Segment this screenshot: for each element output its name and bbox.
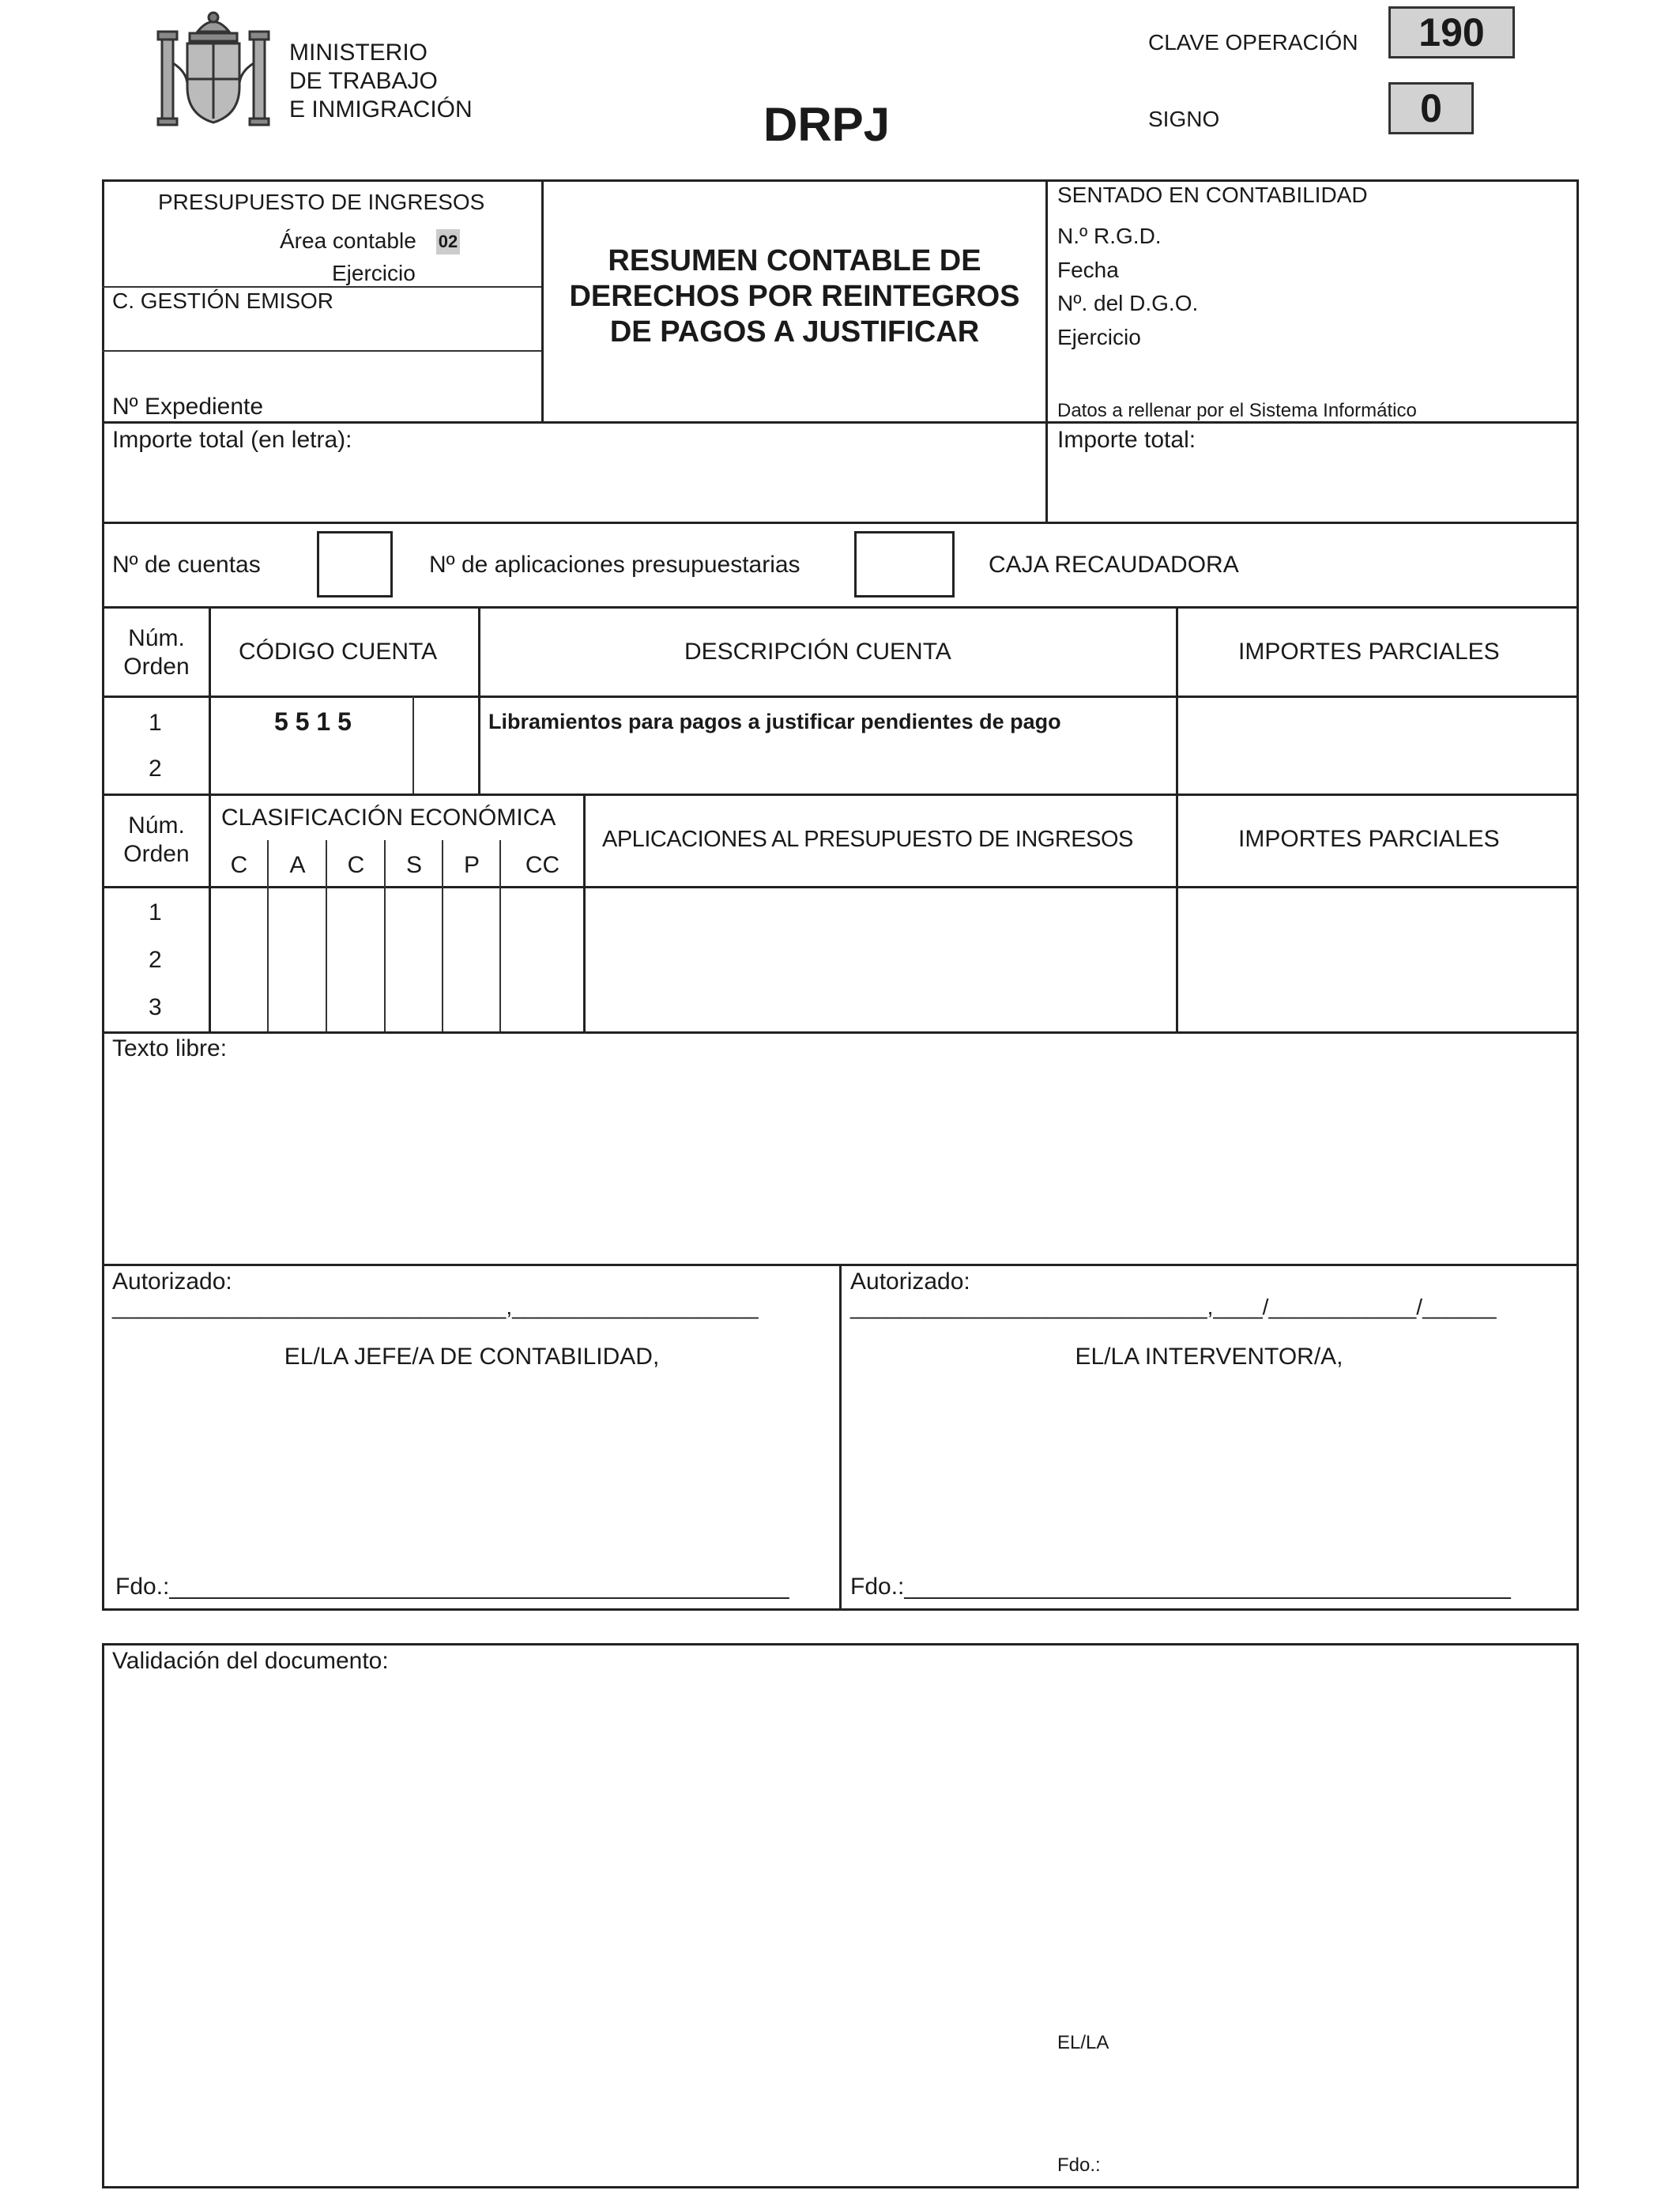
sub-c2: C xyxy=(347,852,365,878)
apps-row-2-num: 2 xyxy=(149,947,162,973)
validacion-fdo: Fdo.: xyxy=(1057,2154,1101,2176)
rgd-label: N.º R.G.D. xyxy=(1057,224,1162,248)
apps-row-3-num: 3 xyxy=(149,994,162,1020)
ministry-line-3: E INMIGRACIÓN xyxy=(289,96,473,123)
num-aplicaciones-label: Nº de aplicaciones presupuestarias xyxy=(429,552,800,578)
gestion-emisor-label: C. GESTIÓN EMISOR xyxy=(112,288,334,313)
interventor-role: EL/LA INTERVENTOR/A, xyxy=(1075,1344,1343,1370)
signo-label: SIGNO xyxy=(1148,107,1220,131)
num-cuentas-label: Nº de cuentas xyxy=(112,552,261,578)
importe-total-label: Importe total: xyxy=(1057,427,1196,453)
clave-operacion-label: CLAVE OPERACIÓN xyxy=(1148,30,1358,55)
texto-libre-label: Texto libre: xyxy=(112,1035,228,1061)
title-line-1: RESUMEN CONTABLE DE xyxy=(608,244,981,277)
title-line-2: DERECHOS POR REINTEGROS xyxy=(569,280,1020,313)
autorizado-right-line: _____________________________,____/____________/______ xyxy=(850,1295,1497,1319)
ejercicio-label: Ejercicio xyxy=(332,261,416,285)
accounts-num-orden-header: Núm. Orden xyxy=(123,625,190,680)
presupuesto-label: PRESUPUESTO DE INGRESOS xyxy=(158,190,485,214)
num-aplicaciones-box[interactable] xyxy=(854,531,955,598)
clave-operacion-value: 190 xyxy=(1388,6,1515,58)
fecha-label: Fecha xyxy=(1057,258,1119,282)
aplicaciones-header: APLICACIONES AL PRESUPUESTO DE INGRESOS xyxy=(602,827,1133,852)
accounts-row-1-num: 1 xyxy=(149,710,162,736)
fdo-right: Fdo.:______________________________________________ xyxy=(850,1574,1511,1600)
ministry-line-1: MINISTERIO xyxy=(289,40,428,66)
accounts-row-1-code: 5 5 1 5 xyxy=(274,707,352,736)
sub-c1: C xyxy=(230,852,248,878)
validacion-ella: EL/LA xyxy=(1057,2032,1109,2053)
area-contable-value: 02 xyxy=(436,229,460,254)
caja-recaudadora-label: CAJA RECAUDADORA xyxy=(989,552,1239,578)
codigo-cuenta-header: CÓDIGO CUENTA xyxy=(239,639,438,665)
accounts-table xyxy=(102,606,1579,796)
jefe-contabilidad-role: EL/LA JEFE/A DE CONTABILIDAD, xyxy=(284,1344,660,1370)
form-title xyxy=(544,243,1045,350)
ministry-line-2: DE TRABAJO xyxy=(289,68,438,94)
num-cuentas-box[interactable] xyxy=(317,531,393,598)
sentado-heading: SENTADO EN CONTABILIDAD xyxy=(1057,183,1368,207)
doc-code: DRPJ xyxy=(763,98,891,151)
area-contable-label: Área contable xyxy=(280,228,416,253)
sub-a: A xyxy=(289,852,306,878)
dgo-label: Nº. del D.G.O. xyxy=(1057,291,1199,315)
expediente-label: Nº Expediente xyxy=(112,394,264,420)
apps-importes-header: IMPORTES PARCIALES xyxy=(1238,826,1500,852)
title-line-3: DE PAGOS A JUSTIFICAR xyxy=(609,315,980,349)
apps-num-orden-header: Núm. Orden xyxy=(123,812,190,867)
texto-libre-box[interactable] xyxy=(102,1031,1579,1266)
sub-cc: CC xyxy=(525,852,560,878)
clasificacion-economica-header: CLASIFICACIÓN ECONÓMICA xyxy=(221,805,556,831)
sistema-note: Datos a rellenar por el Sistema Informático xyxy=(1057,400,1417,421)
autorizado-right-label: Autorizado: xyxy=(850,1269,970,1295)
signo-value: 0 xyxy=(1388,82,1474,134)
validacion-label: Validación del documento: xyxy=(112,1648,389,1674)
apps-row-1-num: 1 xyxy=(149,899,162,925)
coat-of-arms-logo xyxy=(154,8,273,126)
autorizado-left-label: Autorizado: xyxy=(112,1269,232,1295)
accounts-row-2-num: 2 xyxy=(149,756,162,782)
autorizado-left-line: ________________________________,____________________ xyxy=(112,1295,759,1319)
validacion-box xyxy=(102,1643,1579,2188)
fdo-left: Fdo.:_______________________________________________ xyxy=(115,1574,789,1600)
sub-s: S xyxy=(405,852,422,878)
accounts-row-1-desc: Libramientos para pagos a justificar pendientes de pago xyxy=(488,710,1061,733)
importes-parciales-header: IMPORTES PARCIALES xyxy=(1238,639,1500,665)
sentado-ejercicio-label: Ejercicio xyxy=(1057,325,1141,349)
descripcion-cuenta-header: DESCRIPCIÓN CUENTA xyxy=(684,639,951,665)
importe-letra-label: Importe total (en letra): xyxy=(112,427,352,453)
sub-p: P xyxy=(463,852,480,878)
